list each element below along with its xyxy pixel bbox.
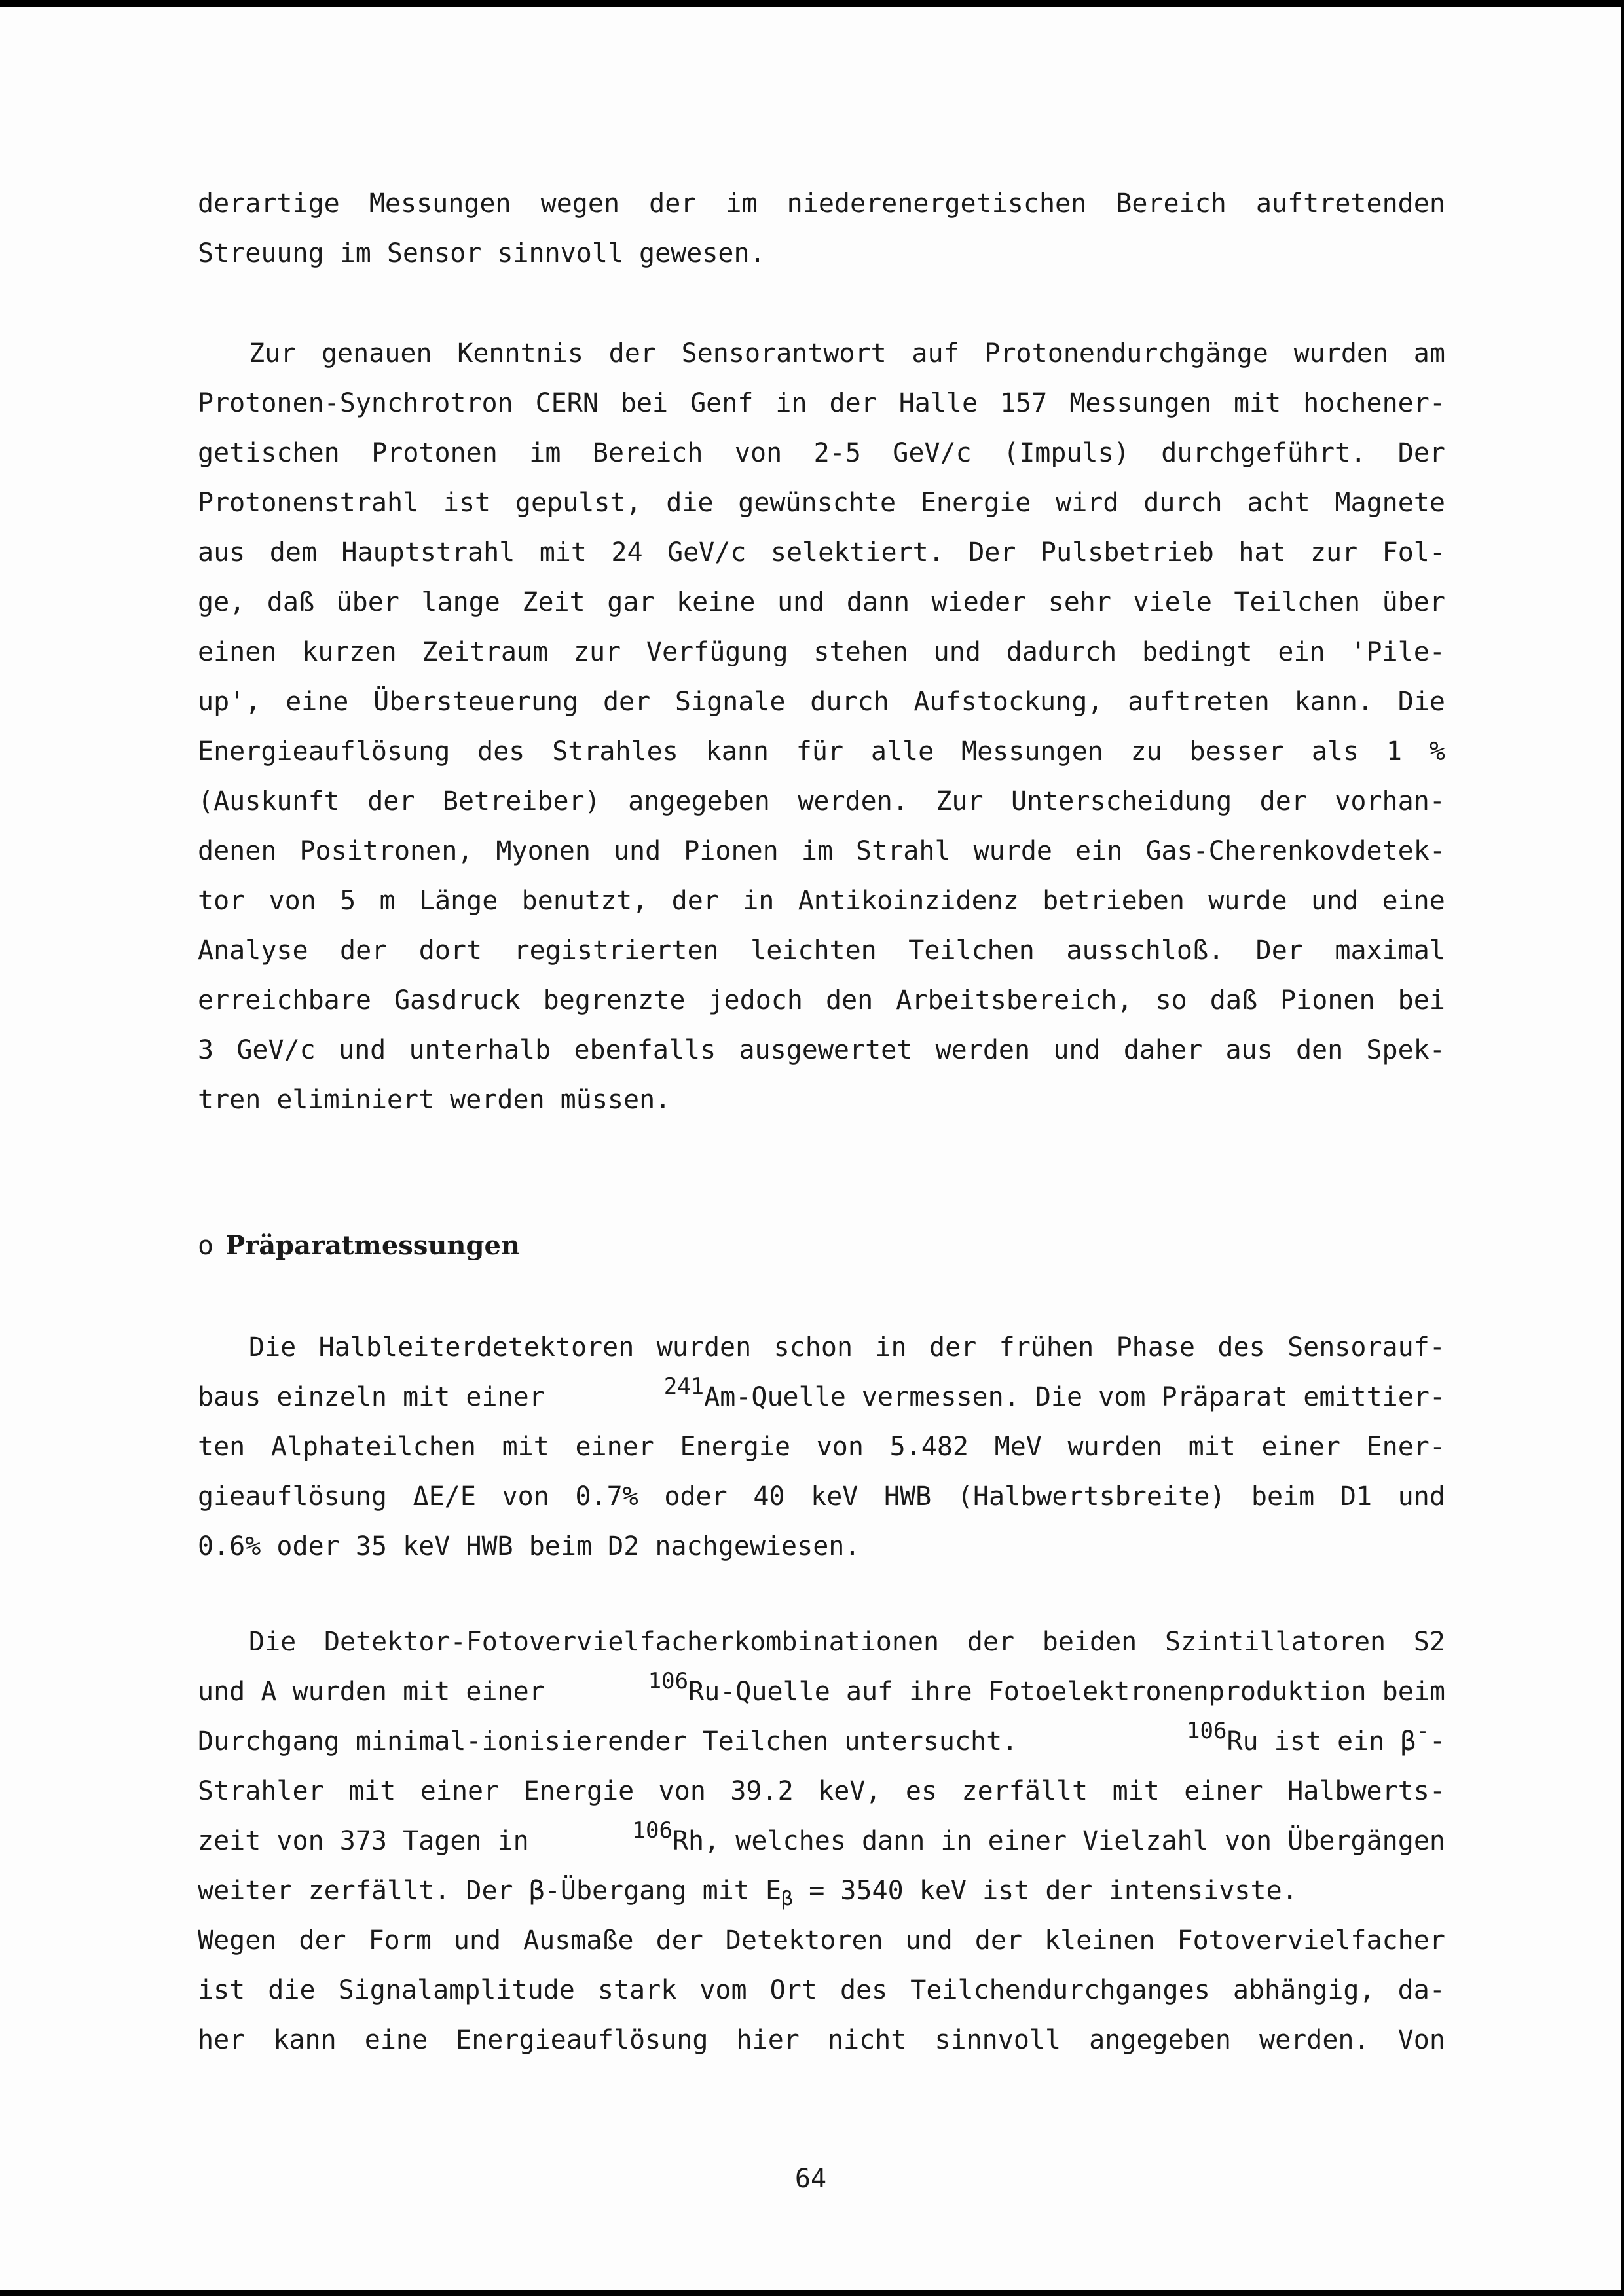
text-line: Protonen-Synchrotron CERN bei Genf in der Halle 157 Messungen mit hochener- <box>198 388 1445 418</box>
text-line: Energieauflösung des Strahles kann für alle Messungen zu besser als 1 % <box>198 737 1445 767</box>
text-line: getischen Protonen im Bereich von 2-5 GeV/c (Impuls) durchgeführt. Der <box>198 438 1445 468</box>
paragraph-4 <box>198 1617 1445 2065</box>
text-line: Durchgang minimal-ionisierender Teilchen untersucht. $^{106}$Ru ist ein β-- <box>198 1717 1445 1757</box>
text-line: denen Positronen, Myonen und Pionen im Strahl wurde ein Gas-Cherenkovdetek- <box>198 836 1445 866</box>
text-line: erreichbare Gasdruck begrenzte jedoch den Arbeitsbereich, so daß Pionen bei <box>198 985 1445 1015</box>
text-line: Die Detektor-Fotovervielfacherkombinationen der beiden Szintillatoren S2 <box>249 1627 1445 1657</box>
beta-minus-sign: - <box>1416 1717 1430 1744</box>
heading-bullet: o <box>198 1231 214 1261</box>
text-line: Protonenstrahl ist gepulst, die gewünschte Energie wird durch acht Magnete <box>198 488 1445 518</box>
text-line: Streuung im Sensor sinnvoll gewesen. <box>198 238 766 268</box>
paragraph-1 <box>198 179 1445 278</box>
text-line: 0.6% oder 35 keV HWB beim D2 nachgewiesen. <box>198 1531 860 1561</box>
heading-text: Präparatmessungen <box>225 1230 520 1261</box>
text-line: gieauflösung ΔE/E von 0.7% oder 40 keV HWB (Halbwertsbreite) beim D1 und <box>198 1482 1445 1512</box>
text-line: tren eliminiert werden müssen. <box>198 1085 671 1115</box>
section-heading <box>198 1221 520 1271</box>
text-line: aus dem Hauptstrahl mit 24 GeV/c selektiert. Der Pulsbetrieb hat zur Fol- <box>198 538 1445 568</box>
text-line: her kann eine Energieauflösung hier nicht sinnvoll angegeben werden. Von <box>198 2025 1445 2055</box>
text-line: zeit von 373 Tagen in $^{106}$Rh, welches dann in einer Vielzahl von Übergängen <box>198 1817 1445 1856</box>
text-line: Strahler mit einer Energie von 39.2 keV, es zerfällt mit einer Halbwerts- <box>198 1776 1445 1806</box>
text-line: ge, daß über lange Zeit gar keine und dann wieder sehr viele Teilchen über <box>198 587 1445 617</box>
beta-subscript: β <box>781 1887 794 1910</box>
text-line: tor von 5 m Länge benutzt, der in Antikoinzidenz betrieben wurde und eine <box>198 886 1445 916</box>
text-line: einen kurzen Zeitraum zur Verfügung stehen und dadurch bedingt ein 'Pile- <box>198 637 1445 667</box>
text-line: (Auskunft der Betreiber) angegeben werden. Zur Unterscheidung der vorhan- <box>198 786 1445 816</box>
text-line: und A wurden mit einer $^{106}$Ru-Quelle auf ihre Fotoelektronenproduktion beim <box>198 1667 1445 1707</box>
text-line: Analyse der dort registrierten leichten Teilchen ausschloß. Der maximal <box>198 936 1445 966</box>
paragraph-3 <box>198 1322 1445 1571</box>
text-line: Zur genauen Kenntnis der Sensorantwort auf Protonendurchgänge wurden am <box>249 338 1445 369</box>
paragraph-2 <box>198 329 1445 1125</box>
text-line: Die Halbleiterdetektoren wurden schon in der frühen Phase des Sensorauf- <box>249 1332 1445 1362</box>
page-number: 64 <box>794 2164 827 2194</box>
document-page <box>0 7 1621 2290</box>
text-line: ist die Signalamplitude stark vom Ort des Teilchendurchganges abhängig, da- <box>198 1975 1445 2005</box>
text-line: Wegen der Form und Ausmaße der Detektoren und der kleinen Fotovervielfacher <box>198 1925 1445 1956</box>
text-line: 3 GeV/c und unterhalb ebenfalls ausgewertet werden und daher aus den Spek- <box>198 1035 1445 1065</box>
text-line: derartige Messungen wegen der im niederenergetischen Bereich auftretenden <box>198 189 1445 219</box>
text-line: up', eine Übersteuerung der Signale durch Aufstockung, auftreten kann. Die <box>198 687 1445 717</box>
text-line: ten Alphateilchen mit einer Energie von 5.482 MeV wurden mit einer Ener- <box>198 1432 1445 1462</box>
text-line: baus einzeln mit einer $^{241}$Am-Quelle vermessen. Die vom Präparat emittier- <box>198 1373 1445 1412</box>
text-line: weiter zerfällt. Der β-Übergang mit $E_\beta = 3540$ keV ist der intensivste. <box>198 1876 1298 1910</box>
isotope-mass-number: 106 <box>1187 1717 1227 1744</box>
isotope-mass-number: 241 <box>663 1373 705 1400</box>
isotope-mass-number: 106 <box>632 1817 673 1844</box>
isotope-mass-number: 106 <box>648 1667 689 1694</box>
